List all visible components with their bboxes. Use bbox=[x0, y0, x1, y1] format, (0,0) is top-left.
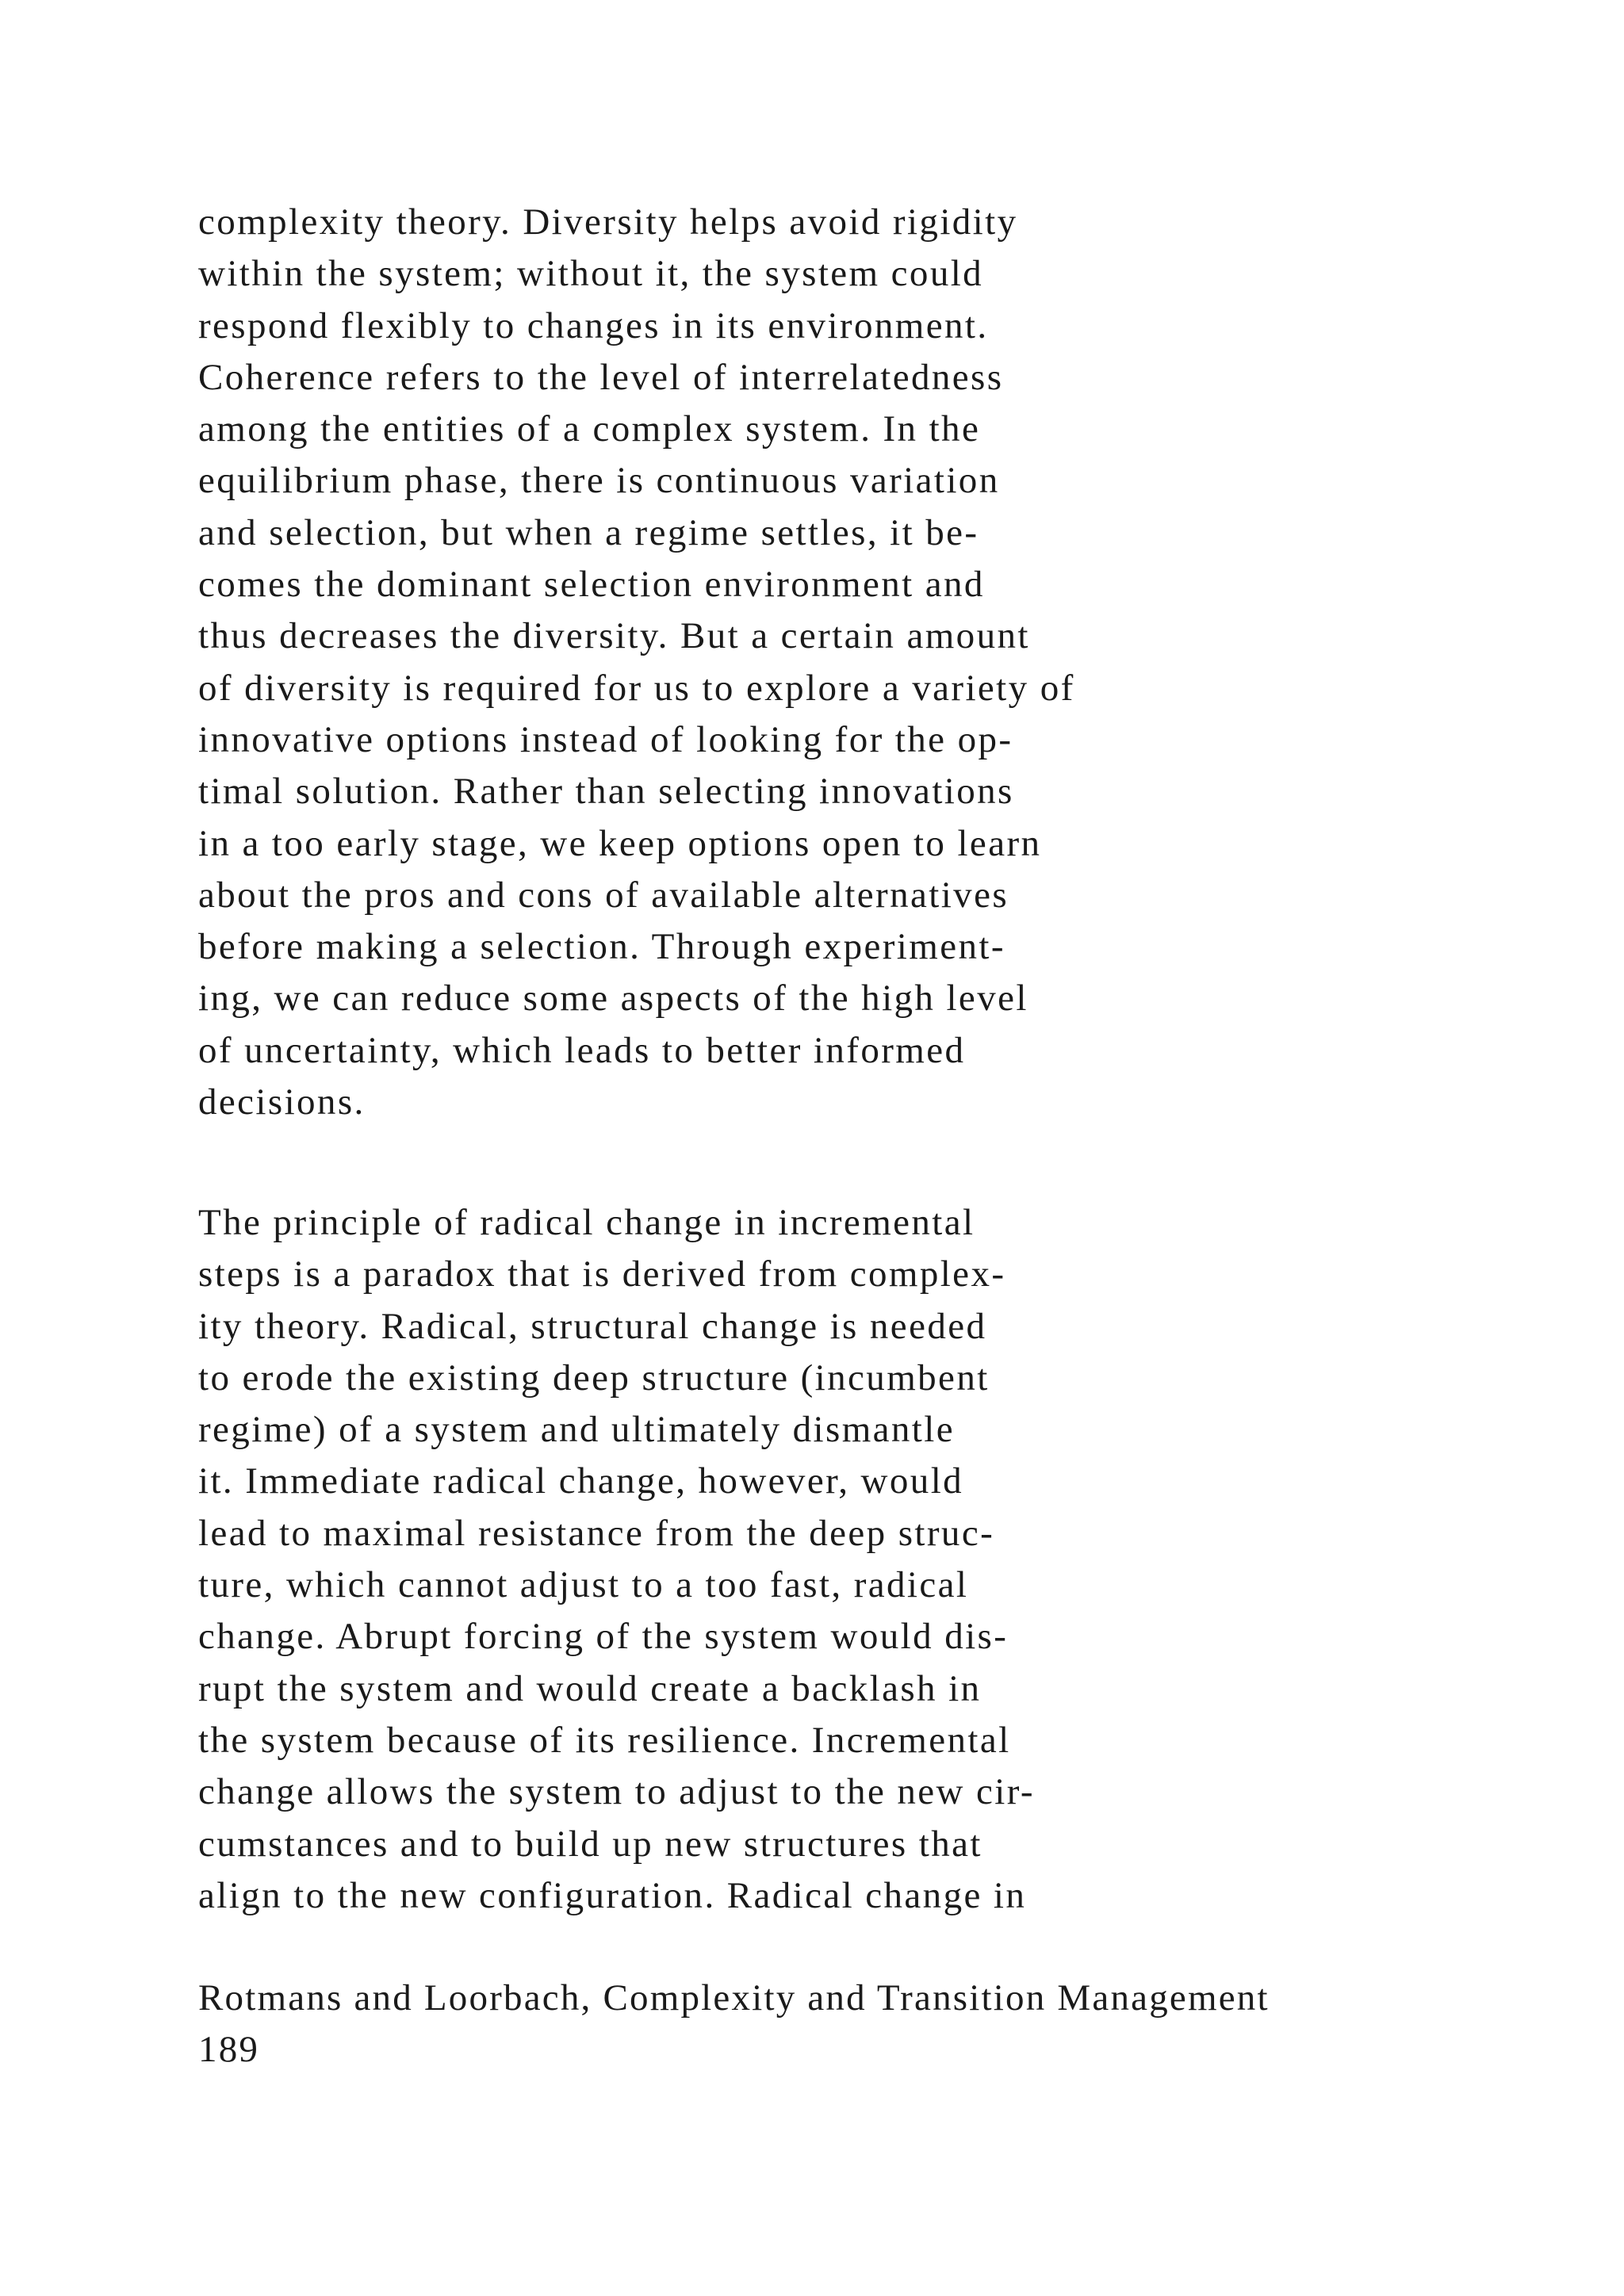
text-line: timal solution. Rather than selecting innovations bbox=[198, 771, 1014, 813]
body-paragraph-1 bbox=[198, 197, 1075, 1128]
page-number: 189 bbox=[198, 2029, 260, 2071]
text-line: within the system; without it, the system could bbox=[198, 253, 984, 295]
body-paragraph-2 bbox=[198, 1197, 1035, 1922]
text-line: The principle of radical change in incremental bbox=[198, 1202, 975, 1243]
text-line: ity theory. Radical, structural change is needed bbox=[198, 1305, 987, 1347]
text-line: before making a selection. Through experiment- bbox=[198, 926, 1005, 968]
text-line: change allows the system to adjust to the new cir- bbox=[198, 1771, 1035, 1813]
text-line: complexity theory. Diversity helps avoid rigidity bbox=[198, 201, 1018, 243]
text-line: respond flexibly to changes in its environment. bbox=[198, 304, 989, 346]
footer-citation: Rotmans and Loorbach, Complexity and Transition Management bbox=[198, 1977, 1270, 2019]
text-line: it. Immediate radical change, however, would bbox=[198, 1460, 964, 1502]
text-line: ing, we can reduce some aspects of the high level bbox=[198, 978, 1028, 1020]
text-line: of diversity is required for us to explore a variety of bbox=[198, 667, 1075, 709]
text-line: lead to maximal resistance from the deep struc- bbox=[198, 1512, 995, 1554]
text-line: equilibrium phase, there is continuous variation bbox=[198, 460, 1000, 502]
text-line: to erode the existing deep structure (incumbent bbox=[198, 1357, 990, 1399]
text-line: decisions. bbox=[198, 1081, 366, 1123]
text-line: and selection, but when a regime settles, it be- bbox=[198, 511, 979, 553]
page-footer bbox=[198, 1973, 1270, 2076]
text-line: comes the dominant selection environment and bbox=[198, 564, 985, 606]
text-line: align to the new configuration. Radical change in bbox=[198, 1874, 1027, 1916]
text-line: about the pros and cons of available alternatives bbox=[198, 874, 1009, 916]
text-line: thus decreases the diversity. But a certain amount bbox=[198, 615, 1030, 657]
text-line: the system because of its resilience. Incremental bbox=[198, 1719, 1011, 1761]
text-line: innovative options instead of looking for the op- bbox=[198, 718, 1013, 760]
text-line: Coherence refers to the level of interrelatedness bbox=[198, 356, 1004, 398]
text-line: regime) of a system and ultimately dismantle bbox=[198, 1409, 955, 1451]
text-line: steps is a paradox that is derived from complex- bbox=[198, 1253, 1006, 1295]
text-line: among the entities of a complex system. In the bbox=[198, 408, 981, 450]
text-line: cumstances and to build up new structures that bbox=[198, 1823, 982, 1865]
text-line: rupt the system and would create a backlash in bbox=[198, 1667, 982, 1709]
text-line: ture, which cannot adjust to a too fast, radical bbox=[198, 1564, 969, 1606]
text-line: of uncertainty, which leads to better informed bbox=[198, 1029, 966, 1071]
text-line: in a too early stage, we keep options open to learn bbox=[198, 822, 1042, 864]
text-line: change. Abrupt forcing of the system would dis- bbox=[198, 1616, 1009, 1658]
